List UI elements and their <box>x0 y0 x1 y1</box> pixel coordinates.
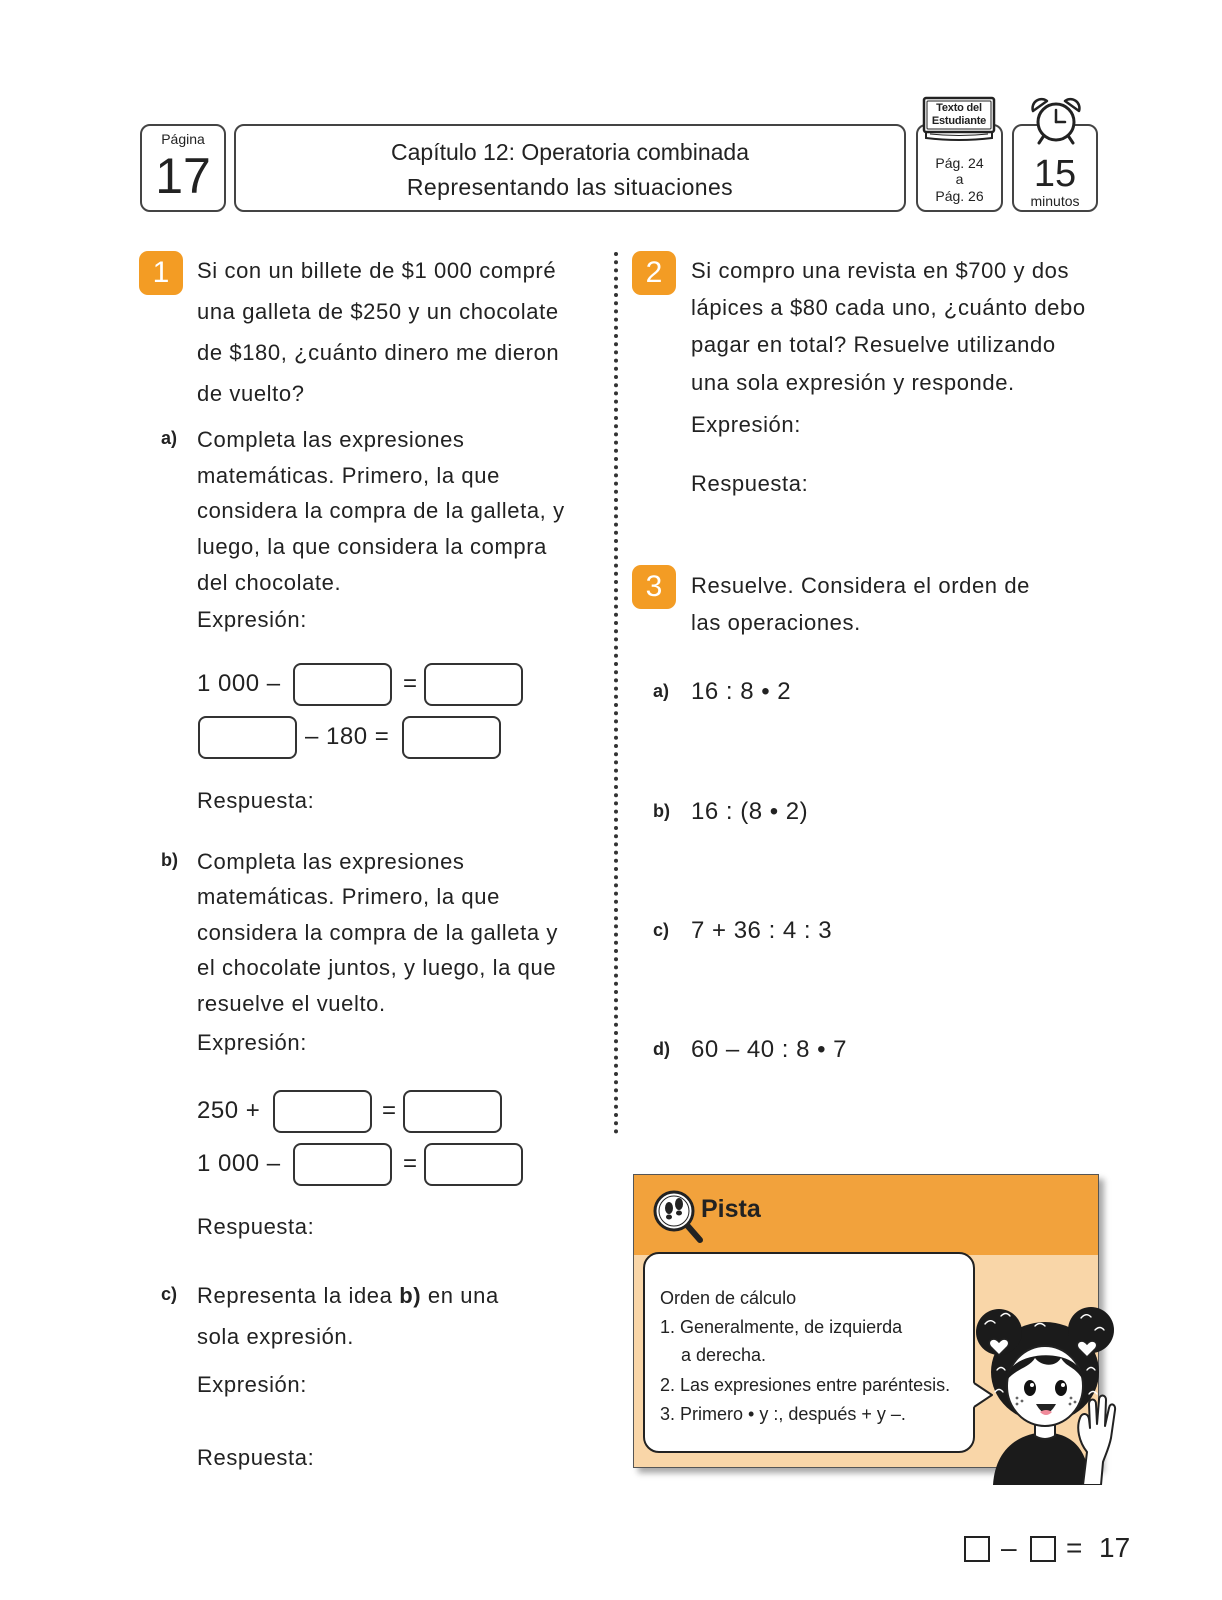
hint-heading: Orden de cálculo <box>660 1288 797 1308</box>
magnifier-footprints-icon <box>650 1188 706 1246</box>
pages-to: Pág. 26 <box>935 188 984 204</box>
footer-box <box>1030 1536 1056 1562</box>
problem-1-statement-line: una galleta de $250 y un chocolate <box>197 299 559 324</box>
book-label-line1: Texto del <box>936 102 982 114</box>
part-b-line: matemáticas. Primero, la que <box>197 884 500 909</box>
time-value: 15 <box>1033 153 1077 195</box>
expression-prefix: 1 000 – <box>197 670 281 697</box>
item-a-label: a) <box>653 681 670 701</box>
problem-2-statement-line: lápices a $80 cada uno, ¿cuánto debo <box>691 295 1086 320</box>
alarm-clock-icon <box>1029 97 1083 147</box>
answer-box <box>424 1143 523 1186</box>
problem-1-statement-line: de vuelto? <box>197 381 305 406</box>
part-c-reference: b) <box>399 1283 422 1308</box>
part-c-text: Representa la idea <box>197 1283 400 1308</box>
item-b-expression: 16 : (8 • 2) <box>691 798 809 825</box>
answer-box <box>198 716 297 759</box>
chapter-title: Capítulo 12: Operatoria combinada <box>391 139 749 165</box>
part-a-line: luego, la que considera la compra <box>197 534 548 559</box>
hint-title: Pista <box>701 1195 761 1223</box>
answer-box <box>293 1143 392 1186</box>
expression-label: Expresión: <box>691 412 801 437</box>
lesson-title: Representando las situaciones <box>406 174 734 200</box>
part-a-line: considera la compra de la galleta, y <box>197 498 565 523</box>
problem-2-statement-line: una sola expresión y responde. <box>691 370 1015 395</box>
part-a-line: Completa las expresiones <box>197 427 465 452</box>
page-number: 17 <box>155 148 211 204</box>
item-c-expression: 7 + 36 : 4 : 3 <box>691 917 833 944</box>
chapter-title-box <box>234 124 906 212</box>
part-b-line: resuelve el vuelto. <box>197 991 386 1016</box>
hint-rule: 2. Las expresiones entre paréntesis. <box>660 1375 951 1395</box>
problem-1-statement-line: de $180, ¿cuánto dinero me dieron <box>197 340 560 365</box>
part-b-line: Completa las expresiones <box>197 849 465 874</box>
equals-sign: = <box>403 670 418 697</box>
item-b-label: b) <box>653 801 670 821</box>
pages-from: Pág. 24 <box>935 155 984 171</box>
pages-connector: a <box>955 171 964 187</box>
time-unit: minutos <box>1030 193 1080 209</box>
equals-sign: = <box>382 1097 397 1124</box>
item-a-expression: 16 : 8 • 2 <box>691 678 792 705</box>
expression-prefix: 250 + <box>197 1097 261 1124</box>
footer-minus: – <box>1001 1532 1017 1563</box>
footer-equals: = <box>1066 1532 1083 1563</box>
part-a-line: matemáticas. Primero, la que <box>197 463 500 488</box>
book-label-line2: Estudiante <box>931 115 987 127</box>
problem-3-statement-line: las operaciones. <box>691 610 861 635</box>
part-c-text: en una <box>421 1283 499 1308</box>
hint-rule: a derecha. <box>681 1345 767 1365</box>
answer-box <box>402 716 501 759</box>
problem-2-statement-line: pagar en total? Resuelve utilizando <box>691 332 1056 357</box>
answer-box <box>424 663 523 706</box>
problem-2-badge: 2 <box>632 251 676 295</box>
problem-3-badge: 3 <box>632 565 676 609</box>
item-c-label: c) <box>653 920 670 940</box>
answer-box <box>293 663 392 706</box>
problem-1-statement-line: Si con un billete de $1 000 compré <box>197 258 557 283</box>
item-d-expression: 60 – 40 : 8 • 7 <box>691 1036 848 1063</box>
expression-label: Expresión: <box>197 1372 307 1397</box>
expression-prefix: 1 000 – <box>197 1150 281 1177</box>
footer-page-number: 17 <box>1099 1532 1131 1563</box>
footer-box <box>964 1536 990 1562</box>
equals-sign: = <box>403 1150 418 1177</box>
part-b-line: considera la compra de la galleta y <box>197 920 558 945</box>
part-b-line: el chocolate juntos, y luego, la que <box>197 955 557 980</box>
girl-waving-illustration <box>975 1300 1120 1485</box>
item-d-label: d) <box>653 1039 670 1059</box>
part-a-label: a) <box>161 428 178 448</box>
page-number-box <box>140 124 226 212</box>
column-divider <box>610 250 622 1140</box>
answer-label: Respuesta: <box>691 471 809 496</box>
problem-3-statement-line: Resuelve. Considera el orden de <box>691 573 1031 598</box>
problem-2-statement-line: Si compro una revista en $700 y dos <box>691 258 1070 283</box>
part-c-line: sola expresión. <box>197 1324 354 1349</box>
hint-rule: 1. Generalmente, de izquierda <box>660 1317 903 1337</box>
answer-label: Respuesta: <box>197 788 315 813</box>
part-a-line: del chocolate. <box>197 570 342 595</box>
expression-label: Expresión: <box>197 607 307 632</box>
answer-label: Respuesta: <box>197 1445 315 1470</box>
expression-operator: – 180 = <box>305 723 390 750</box>
part-c-line <box>197 1281 499 1311</box>
hint-rule: 3. Primero • y :, después + y –. <box>660 1404 906 1424</box>
part-b-label: b) <box>161 850 178 870</box>
answer-box <box>403 1090 502 1133</box>
answer-label: Respuesta: <box>197 1214 315 1239</box>
part-c-label: c) <box>161 1284 178 1304</box>
book-icon <box>922 96 996 142</box>
page-label: Página <box>161 131 205 147</box>
expression-label: Expresión: <box>197 1030 307 1055</box>
problem-1-badge: 1 <box>139 251 183 295</box>
answer-box <box>273 1090 372 1133</box>
